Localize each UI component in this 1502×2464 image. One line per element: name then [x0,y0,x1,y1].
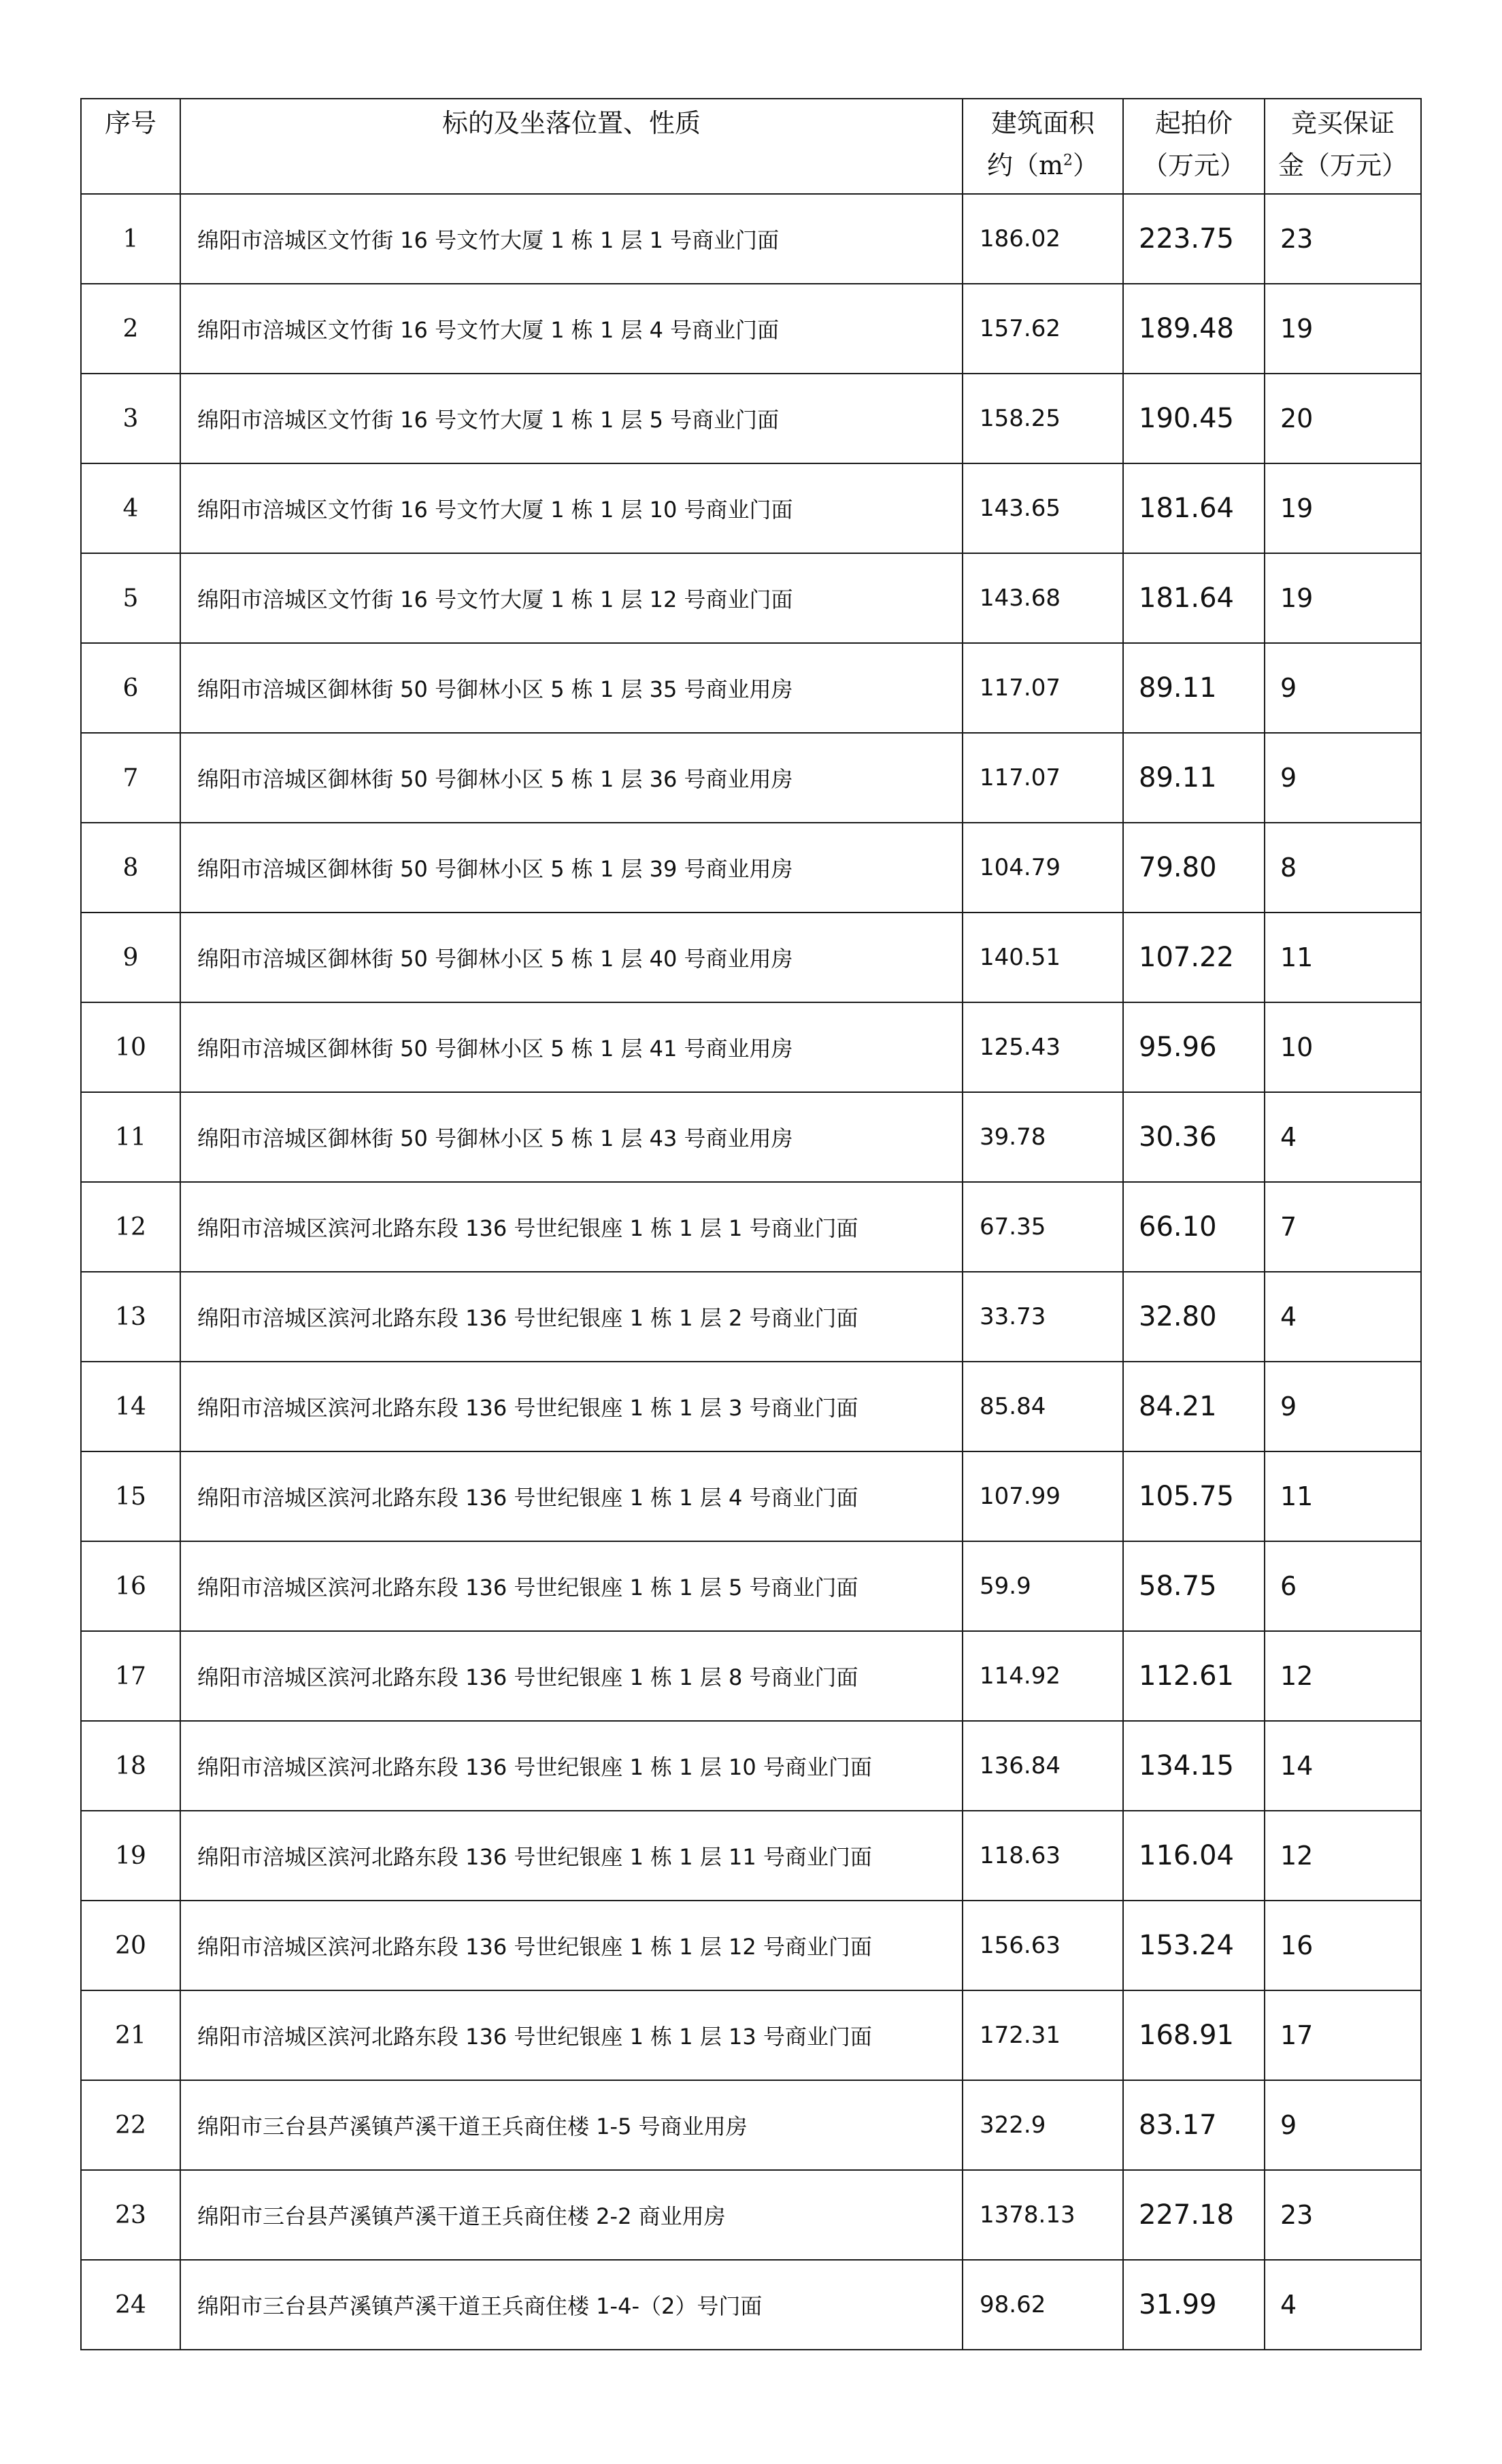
table-row [81,463,1421,553]
table-row [81,553,1421,643]
cell-no: 2 [81,284,180,374]
header-location: 标的及坐落位置、性质 [180,99,963,194]
table-row [81,1182,1421,1272]
cell-area: 157.62 [963,284,1123,374]
cell-location: 绵阳市三台县芦溪镇芦溪干道王兵商住楼 2-2 商业用房 [180,2170,963,2260]
header-price-line1: 起拍价 [1154,108,1233,138]
header-area-line1: 建筑面积 [990,108,1095,138]
cell-location: 绵阳市涪城区滨河北路东段 136 号世纪银座 1 栋 1 层 4 号商业门面 [180,1451,963,1541]
cell-no: 5 [81,553,180,643]
cell-deposit: 4 [1265,2260,1421,2350]
cell-location: 绵阳市涪城区御林街 50 号御林小区 5 栋 1 层 40 号商业用房 [180,913,963,1002]
header-price-line2: （万元） [1141,150,1246,180]
cell-starting-price: 32.80 [1123,1272,1265,1362]
cell-area: 39.78 [963,1092,1123,1182]
cell-no: 14 [81,1362,180,1451]
table-row [81,194,1421,284]
cell-location: 绵阳市涪城区滨河北路东段 136 号世纪银座 1 栋 1 层 8 号商业门面 [180,1631,963,1721]
table-row [81,1541,1421,1631]
cell-starting-price: 31.99 [1123,2260,1265,2350]
cell-starting-price: 168.91 [1123,1990,1265,2080]
table-row [81,2260,1421,2350]
cell-area: 118.63 [963,1811,1123,1901]
cell-no: 4 [81,463,180,553]
cell-area: 143.65 [963,463,1123,553]
cell-starting-price: 58.75 [1123,1541,1265,1631]
cell-starting-price: 181.64 [1123,463,1265,553]
cell-area: 85.84 [963,1362,1123,1451]
table-row [81,284,1421,374]
cell-location: 绵阳市涪城区文竹街 16 号文竹大厦 1 栋 1 层 5 号商业门面 [180,374,963,463]
table-row [81,1811,1421,1901]
cell-starting-price: 134.15 [1123,1721,1265,1811]
cell-deposit: 8 [1265,823,1421,913]
cell-no: 23 [81,2170,180,2260]
cell-deposit: 10 [1265,1002,1421,1092]
cell-no: 8 [81,823,180,913]
cell-starting-price: 83.17 [1123,2080,1265,2170]
cell-area: 136.84 [963,1721,1123,1811]
cell-deposit: 16 [1265,1901,1421,1990]
cell-no: 13 [81,1272,180,1362]
cell-location: 绵阳市涪城区滨河北路东段 136 号世纪银座 1 栋 1 层 2 号商业门面 [180,1272,963,1362]
cell-deposit: 7 [1265,1182,1421,1272]
cell-no: 3 [81,374,180,463]
cell-location: 绵阳市三台县芦溪镇芦溪干道王兵商住楼 1-4-（2）号门面 [180,2260,963,2350]
auction-lot-table [80,98,1422,2350]
header-price [1123,99,1265,194]
cell-area: 59.9 [963,1541,1123,1631]
cell-area: 107.99 [963,1451,1123,1541]
cell-starting-price: 79.80 [1123,823,1265,913]
cell-starting-price: 227.18 [1123,2170,1265,2260]
cell-location: 绵阳市涪城区滨河北路东段 136 号世纪银座 1 栋 1 层 11 号商业门面 [180,1811,963,1901]
cell-area: 67.35 [963,1182,1123,1272]
table-row [81,374,1421,463]
header-area [963,99,1123,194]
cell-starting-price: 107.22 [1123,913,1265,1002]
cell-starting-price: 112.61 [1123,1631,1265,1721]
header-no: 序号 [81,99,180,194]
cell-deposit: 11 [1265,1451,1421,1541]
cell-location: 绵阳市涪城区御林街 50 号御林小区 5 栋 1 层 35 号商业用房 [180,643,963,733]
cell-no: 18 [81,1721,180,1811]
cell-location: 绵阳市涪城区文竹街 16 号文竹大厦 1 栋 1 层 1 号商业门面 [180,194,963,284]
cell-deposit: 17 [1265,1990,1421,2080]
table-row [81,1901,1421,1990]
cell-location: 绵阳市涪城区文竹街 16 号文竹大厦 1 栋 1 层 10 号商业门面 [180,463,963,553]
cell-deposit: 9 [1265,643,1421,733]
cell-starting-price: 189.48 [1123,284,1265,374]
cell-starting-price: 30.36 [1123,1092,1265,1182]
cell-area: 156.63 [963,1901,1123,1990]
cell-area: 125.43 [963,1002,1123,1092]
table-row [81,1362,1421,1451]
table-row [81,1002,1421,1092]
cell-deposit: 19 [1265,284,1421,374]
cell-location: 绵阳市涪城区滨河北路东段 136 号世纪银座 1 栋 1 层 3 号商业门面 [180,1362,963,1451]
table-row [81,1990,1421,2080]
cell-starting-price: 181.64 [1123,553,1265,643]
cell-location: 绵阳市涪城区御林街 50 号御林小区 5 栋 1 层 43 号商业用房 [180,1092,963,1182]
header-deposit [1265,99,1421,194]
header-area-line2: 约$(m^2)$ [986,150,1099,180]
cell-area: 104.79 [963,823,1123,913]
table-body [81,194,1421,2350]
cell-starting-price: 105.75 [1123,1451,1265,1541]
cell-deposit: 19 [1265,553,1421,643]
cell-starting-price: 66.10 [1123,1182,1265,1272]
cell-deposit: 4 [1265,1092,1421,1182]
cell-deposit: 23 [1265,194,1421,284]
cell-area: 117.07 [963,733,1123,823]
table-row [81,2170,1421,2260]
table-row [81,913,1421,1002]
cell-no: 15 [81,1451,180,1541]
cell-location: 绵阳市三台县芦溪镇芦溪干道王兵商住楼 1-5 号商业用房 [180,2080,963,2170]
header-deposit-line1: 竞买保证 [1290,108,1395,138]
cell-deposit: 12 [1265,1811,1421,1901]
cell-deposit: 6 [1265,1541,1421,1631]
cell-area: 140.51 [963,913,1123,1002]
header-deposit-line2: 金（万元） [1278,150,1407,180]
table-row [81,1631,1421,1721]
cell-area: 186.02 [963,194,1123,284]
cell-no: 24 [81,2260,180,2350]
cell-deposit: 9 [1265,1362,1421,1451]
cell-area: 1378.13 [963,2170,1123,2260]
cell-no: 21 [81,1990,180,2080]
cell-deposit: 9 [1265,2080,1421,2170]
cell-no: 11 [81,1092,180,1182]
table-row [81,1721,1421,1811]
cell-starting-price: 89.11 [1123,643,1265,733]
cell-no: 22 [81,2080,180,2170]
cell-deposit: 4 [1265,1272,1421,1362]
table-row [81,643,1421,733]
cell-location: 绵阳市涪城区滨河北路东段 136 号世纪银座 1 栋 1 层 10 号商业门面 [180,1721,963,1811]
cell-no: 17 [81,1631,180,1721]
table-header-row [81,99,1421,194]
cell-area: 143.68 [963,553,1123,643]
cell-location: 绵阳市涪城区御林街 50 号御林小区 5 栋 1 层 39 号商业用房 [180,823,963,913]
cell-location: 绵阳市涪城区文竹街 16 号文竹大厦 1 栋 1 层 12 号商业门面 [180,553,963,643]
cell-no: 19 [81,1811,180,1901]
cell-location: 绵阳市涪城区御林街 50 号御林小区 5 栋 1 层 36 号商业用房 [180,733,963,823]
cell-area: 322.9 [963,2080,1123,2170]
cell-starting-price: 223.75 [1123,194,1265,284]
table-row [81,1451,1421,1541]
cell-starting-price: 84.21 [1123,1362,1265,1451]
cell-deposit: 20 [1265,374,1421,463]
cell-area: 158.25 [963,374,1123,463]
cell-starting-price: 153.24 [1123,1901,1265,1990]
cell-deposit: 23 [1265,2170,1421,2260]
cell-deposit: 14 [1265,1721,1421,1811]
cell-area: 172.31 [963,1990,1123,2080]
cell-area: 98.62 [963,2260,1123,2350]
table-row [81,1272,1421,1362]
cell-area: 117.07 [963,643,1123,733]
cell-area: 33.73 [963,1272,1123,1362]
cell-location: 绵阳市涪城区御林街 50 号御林小区 5 栋 1 层 41 号商业用房 [180,1002,963,1092]
cell-deposit: 9 [1265,733,1421,823]
cell-deposit: 19 [1265,463,1421,553]
auction-lot-table-container [80,98,1420,2350]
table-row [81,823,1421,913]
cell-no: 20 [81,1901,180,1990]
cell-location: 绵阳市涪城区滨河北路东段 136 号世纪银座 1 栋 1 层 13 号商业门面 [180,1990,963,2080]
cell-no: 7 [81,733,180,823]
cell-starting-price: 190.45 [1123,374,1265,463]
cell-deposit: 11 [1265,913,1421,1002]
cell-location: 绵阳市涪城区滨河北路东段 136 号世纪银座 1 栋 1 层 5 号商业门面 [180,1541,963,1631]
cell-deposit: 12 [1265,1631,1421,1721]
cell-no: 16 [81,1541,180,1631]
cell-starting-price: 89.11 [1123,733,1265,823]
cell-starting-price: 95.96 [1123,1002,1265,1092]
table-row [81,733,1421,823]
cell-location: 绵阳市涪城区滨河北路东段 136 号世纪银座 1 栋 1 层 1 号商业门面 [180,1182,963,1272]
cell-no: 9 [81,913,180,1002]
cell-no: 12 [81,1182,180,1272]
cell-starting-price: 116.04 [1123,1811,1265,1901]
cell-location: 绵阳市涪城区文竹街 16 号文竹大厦 1 栋 1 层 4 号商业门面 [180,284,963,374]
cell-location: 绵阳市涪城区滨河北路东段 136 号世纪银座 1 栋 1 层 12 号商业门面 [180,1901,963,1990]
cell-no: 1 [81,194,180,284]
table-row [81,2080,1421,2170]
cell-area: 114.92 [963,1631,1123,1721]
cell-no: 10 [81,1002,180,1092]
cell-no: 6 [81,643,180,733]
table-row [81,1092,1421,1182]
